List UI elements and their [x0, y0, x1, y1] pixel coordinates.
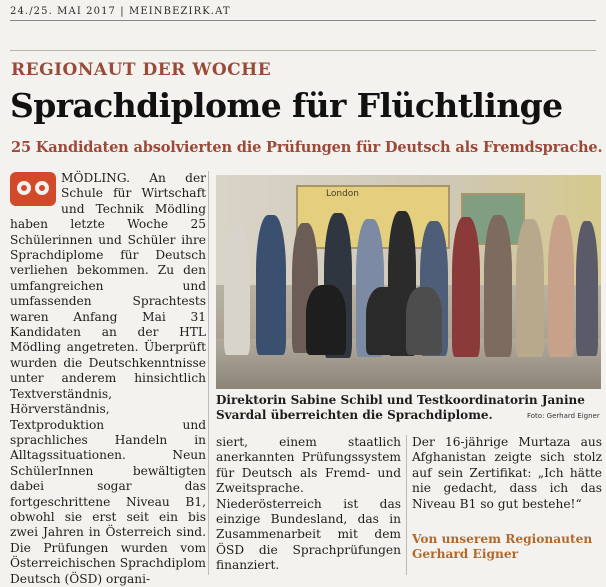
column-divider-2 [406, 435, 407, 575]
regionaut-logo-icon [10, 172, 56, 206]
byline-author: Gerhard Eigner [412, 547, 519, 562]
group-photo [216, 175, 601, 389]
subhead: 25 Kandidaten absolvierten die Prüfungen für Deutsch als Fremdsprache. [11, 139, 603, 156]
byline-prefix: Von unserem Regionauten [412, 532, 593, 546]
headline: Sprachdiplome für Flüchtlinge [10, 86, 563, 125]
section-rule [10, 50, 596, 51]
caption-body: Schibl und Testkoordinatorin Janine Svardal überreichten die Sprachdiplome. [216, 393, 585, 422]
header-rule [10, 20, 596, 21]
article-column-3: Der 16-jährige Murtaza aus Afghanistan zeigte sich stolz auf sein Zertifikat: „Ich hätte nie gedacht, dass ich das Niveau B1 so gut bestehe!“ [412, 435, 602, 511]
column-divider-1 [208, 171, 209, 575]
dateline: 24./25. MAI 2017 | MEINBEZIRK.AT [10, 6, 231, 17]
rubric: REGIONAUT DER WOCHE [11, 60, 272, 80]
photo-credit: Foto: Gerhard Eigner [527, 412, 600, 420]
caption-lead: Direktorin Sabine [216, 393, 337, 407]
article-column-2: siert, einem staatlich anerkannten Prüfungssystem für Deutsch als Fremd- und Zweitsprache. Niederösterreich ist das einzige Bundesland, das in Zusammenarbeit mit dem ÖSD die Sprachprüfungen finanziert. [216, 435, 401, 573]
byline [412, 532, 602, 563]
poster-text: London [326, 189, 359, 199]
column-1-text: MÖDLING. An der Schule für Wirtschaft und Technik Mödling haben letzte Woche 25 Schülerinnen und Schüler ihre Sprachdiplome für Deutsch verliehen bekommen. Zu den umfangreichen und umfassenden Sprachtests waren Anfang Mai 31 Kandidaten an der HTL Mödling angetreten. Überprüft wurden die Deutschkenntnisse unter anderem hinsichtlich Textverständnis, Hörverständnis, Textproduktion und sprachliches Handeln in Alltagssituationen. Neun SchülerInnen bewältigten dabei sogar das fortgeschrittene Niveau B1, obwohl sie erst seit ein bis zwei Jahren in Österreich sind. Die Prüfungen wurden vom Österreichischen Sprachdiplom Deutsch (ÖSD) organi- [10, 171, 206, 586]
article-column-1 [10, 171, 206, 587]
